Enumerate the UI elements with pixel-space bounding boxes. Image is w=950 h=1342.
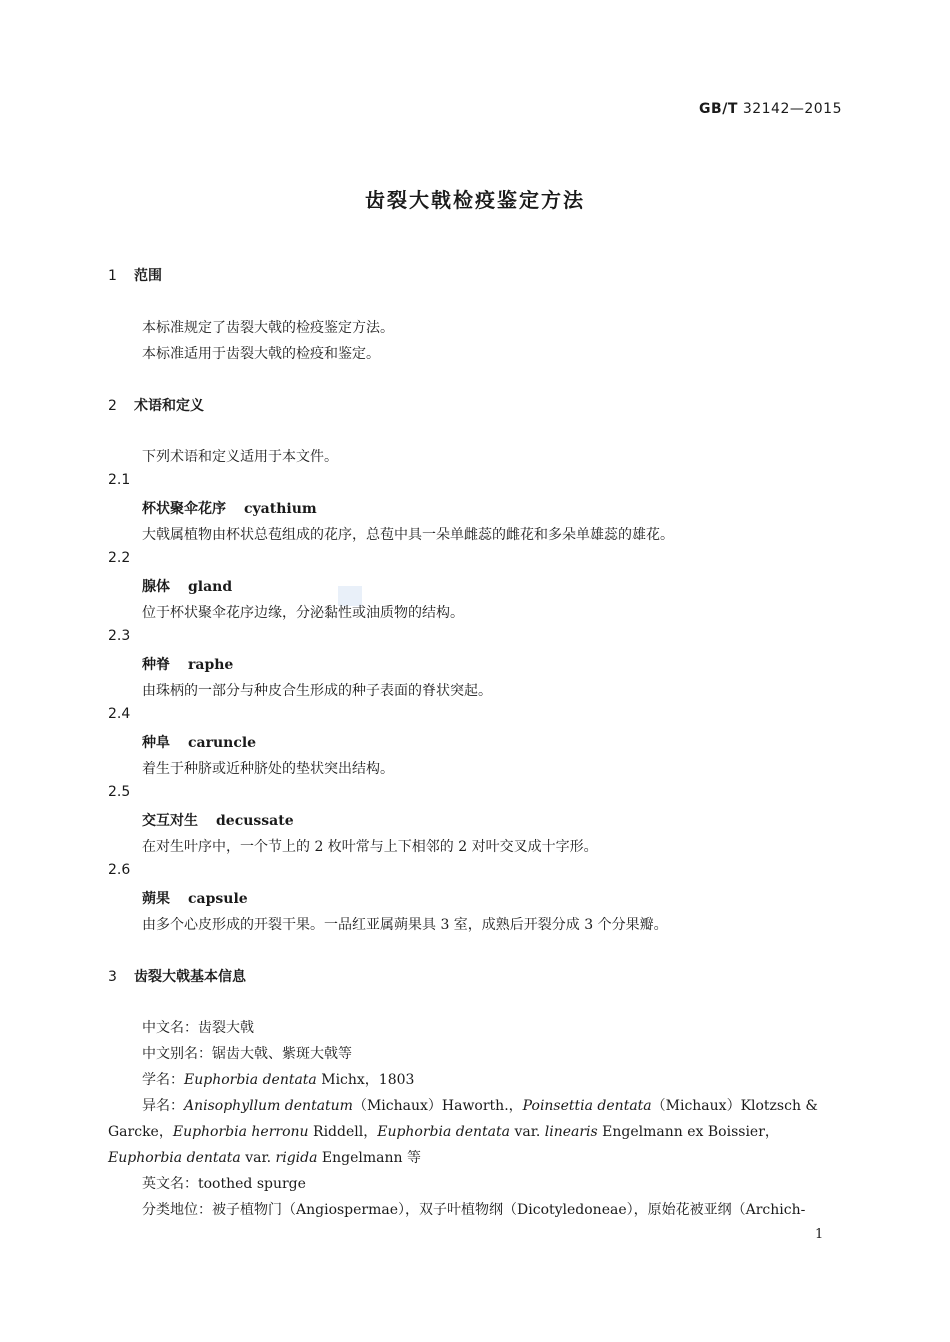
english-name: 英文名：toothed spurge: [142, 1176, 306, 1192]
term-en: gland: [188, 579, 233, 595]
section-number: 3: [108, 969, 117, 985]
term-heading: [142, 654, 233, 674]
term-heading: [142, 732, 256, 752]
var-label: var.: [240, 1150, 276, 1166]
term-definition: 由珠柄的一部分与种皮合生形成的种子表面的脊状突起。: [142, 683, 492, 699]
term-zh: 交互对生: [142, 813, 198, 829]
standard-number: [699, 101, 842, 117]
term-heading: [142, 888, 248, 908]
section-number: 2: [108, 398, 117, 414]
label: 异名：: [142, 1098, 184, 1114]
standard-prefix: GB/T: [699, 101, 738, 117]
section-1-heading: [108, 265, 162, 285]
author: （Michaux）Haworth.，: [352, 1098, 523, 1114]
synonyms-line-3: [108, 1147, 844, 1167]
term-number: 2.5: [108, 784, 131, 800]
species-italic: Euphorbia herronu: [172, 1124, 309, 1140]
paragraph: 本标准规定了齿裂大戟的检疫鉴定方法。: [142, 320, 394, 336]
species-italic: Euphorbia dentata: [184, 1072, 317, 1088]
variety-italic: rigida: [275, 1150, 318, 1166]
term-en: raphe: [188, 657, 234, 673]
term-heading: [142, 498, 317, 518]
term-zh: 腺体: [142, 579, 170, 595]
paragraph: 本标准适用于齿裂大戟的检疫和鉴定。: [142, 346, 380, 362]
chinese-alias: 中文别名：锯齿大戟、紫斑大戟等: [142, 1046, 352, 1062]
term-zh: 种脊: [142, 657, 170, 673]
section-title: 术语和定义: [134, 398, 204, 414]
scientific-name: [142, 1069, 414, 1089]
page-number: 1: [815, 1227, 824, 1242]
species-italic: Anisophyllum dentatum: [184, 1098, 353, 1114]
term-number: 2.4: [108, 706, 131, 722]
standard-code: 32142—2015: [742, 101, 842, 117]
term-number: 2.2: [108, 550, 131, 566]
taxonomy: 分类地位：被子植物门（Angiospermae），双子叶植物纲（Dicotyledoneae），原始花被亚纲（Archich-: [142, 1202, 806, 1218]
term-number: 2.6: [108, 862, 131, 878]
term-heading: [142, 576, 232, 596]
section-3-heading: [108, 966, 246, 986]
term-en: decussate: [216, 813, 294, 829]
term-zh: 杯状聚伞花序: [142, 501, 226, 517]
term-definition: 大戟属植物由杯状总苞组成的花序，总苞中具一朵单雌蕊的雌花和多朵单雄蕊的雄花。: [142, 527, 674, 543]
chinese-name: 中文名：齿裂大戟: [142, 1020, 254, 1036]
synonyms-line-1: [142, 1095, 844, 1115]
term-definition: 位于杯状聚伞花序边缘，分泌黏性或油质物的结构。: [142, 605, 464, 621]
term-en: cyathium: [244, 501, 317, 517]
species-italic: Poinsettia dentata: [522, 1098, 652, 1114]
paragraph: 下列术语和定义适用于本文件。: [142, 449, 338, 465]
synonyms-line-2: [108, 1121, 844, 1141]
var-label: var.: [510, 1124, 545, 1140]
author: Engelmann ex Boissier，: [597, 1124, 779, 1140]
author: Michx，1803: [316, 1072, 415, 1088]
label: 学名：: [142, 1072, 184, 1088]
term-heading: [142, 810, 294, 830]
author: （Michaux）Klotzsch &: [651, 1098, 818, 1114]
author: Riddell，: [308, 1124, 378, 1140]
term-zh: 种阜: [142, 735, 170, 751]
species-italic: Euphorbia dentata: [377, 1124, 510, 1140]
section-title: 齿裂大戟基本信息: [134, 969, 246, 985]
term-definition: 着生于种脐或近种脐处的垫状突出结构。: [142, 761, 394, 777]
document-title: 齿裂大戟检疫鉴定方法: [365, 188, 585, 212]
section-title: 范围: [134, 268, 162, 284]
term-en: capsule: [188, 891, 248, 907]
section-number: 1: [108, 268, 117, 284]
variety-italic: linearis: [544, 1124, 598, 1140]
author: Engelmann 等: [317, 1150, 421, 1166]
term-definition: 由多个心皮形成的开裂干果。一品红亚属蒴果具 3 室，成熟后开裂分成 3 个分果瓣。: [142, 917, 668, 933]
species-italic: Euphorbia dentata: [108, 1150, 241, 1166]
author: Garcke，: [108, 1124, 173, 1140]
term-number: 2.1: [108, 472, 131, 488]
term-zh: 蒴果: [142, 891, 170, 907]
section-2-heading: [108, 395, 204, 415]
term-number: 2.3: [108, 628, 131, 644]
term-definition: 在对生叶序中，一个节上的 2 枚叶常与上下相邻的 2 对叶交叉成十字形。: [142, 839, 598, 855]
term-en: caruncle: [188, 735, 257, 751]
